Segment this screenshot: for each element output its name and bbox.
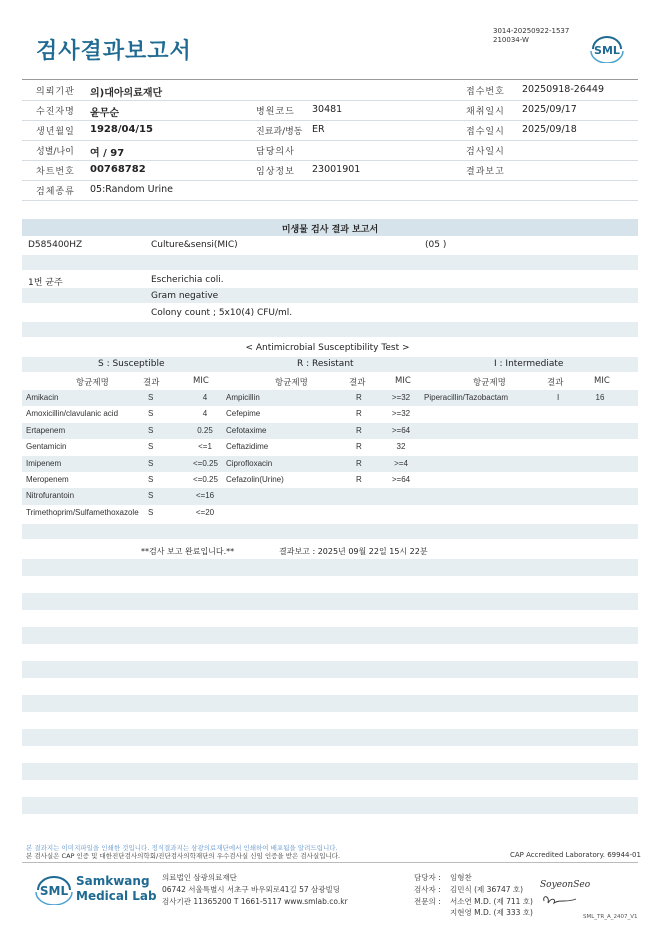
doctor-label: 담당의사 [256,147,295,157]
ast-1-drug: Imipenem [26,458,62,468]
empty-row-band [22,559,638,576]
dept-label: 진료과/병동 [256,127,303,137]
legend-susceptible: S : Susceptible [98,359,165,369]
ast-2-res: R [356,442,362,452]
organism-name: Escherichia coli. [151,275,224,285]
signature-2-icon [540,893,580,907]
ast-2-res: R [356,409,362,419]
col2-mic-head: MIC [395,376,411,386]
col1-mic-head: MIC [193,376,209,386]
ast-1-mic: 4 [202,393,208,402]
test-name: Culture&sensi(MIC) [151,240,238,250]
ast-2-mic: 32 [396,442,406,452]
ast-2-res: R [356,458,362,468]
collect-date-value: 2025/09/17 [522,104,577,115]
ast-2-res: R [356,425,362,435]
manager-label: 담당자 : [414,873,441,882]
chart-value: 00768782 [90,164,146,175]
specimen-label: 검체종류 [36,187,75,197]
header-row-5 [22,160,638,181]
req-org-label: 의뢰기관 [36,87,75,97]
ast-1-drug: Amoxicillin/clavulanic acid [26,409,119,419]
ast-3-drug: Piperacillin/Tazobactam [424,393,509,402]
document-code-line-2: 210034-W [493,36,529,44]
ast-1-drug: Amikacin [26,393,59,402]
document-code [493,27,569,45]
footer-rule [22,862,638,863]
ast-1-mic: <=20 [195,507,215,517]
ast-2-drug: Ceftazidime [226,442,269,452]
chart-label: 차트번호 [36,167,75,177]
dob-value: 1928/04/15 [90,124,153,135]
ast-1-drug: Trimethoprim/Sulfamethoxazole [26,507,139,517]
ast-2-drug: Ciprofloxacin [226,458,273,468]
brand-name-2: Medical Lab [76,889,157,903]
header-row-3 [22,120,638,141]
footer-sml-logo-icon [34,873,74,905]
ast-2-drug: Ampicillin [226,393,260,402]
org-address: 06742 서울특별시 서초구 바우뫼로41길 57 삼광빌딩 [162,885,341,894]
complete-message: **검사 보고 완료입니다.** [141,547,235,556]
brand-name-1: Samkwang [76,874,150,888]
ast-1-mic: 0.25 [197,425,213,435]
collect-date-label: 채취일시 [466,107,505,117]
tester-label: 검사자 : [414,885,441,894]
manager-name: 임형찬 [450,873,472,882]
ast-1-mic: <=0.25 [193,475,218,484]
report-label: 결과보고 [466,167,505,177]
ast-2-res: R [356,475,362,484]
col3-drug-head: 항균제명 [473,378,506,388]
expert-2: 지현영 M.D. (제 333 호) [450,908,533,917]
empty-row-band [22,763,638,780]
expert-label: 전문의 : [414,897,441,906]
legend-resistant: R : Resistant [297,359,354,369]
ast-1-res: S [148,393,154,402]
org-name: 의료법인 삼광의료재단 [162,873,237,882]
ast-1-drug: Nitrofurantoin [26,491,75,501]
sml-logo-icon [589,33,625,63]
ast-2-mic: >=32 [391,393,411,402]
ast-title: < Antimicrobial Susceptibility Test > [245,343,410,353]
legend-intermediate: I : Intermediate [494,359,564,369]
test-code: D585400HZ [28,240,83,250]
ast-1-drug: Meropenem [26,475,69,484]
ast-2-drug: Cefazolin(Urine) [226,475,284,484]
col2-result-head: 결과 [349,378,366,388]
hosp-code-value: 30481 [312,104,343,115]
recv-no-value: 20250918-26449 [522,84,605,95]
recv-no-label: 접수번호 [466,87,505,97]
ast-row-band [22,423,638,439]
req-org-value: 의)대아의료재단 [90,88,163,99]
ast-row-band [22,390,638,406]
organism-label: 1번 균주 [28,278,63,288]
ast-2-mic: >=4 [394,458,408,468]
sml-logo-text: SML [594,44,620,57]
col3-result-head: 결과 [547,378,564,388]
document-title: 검사결과보고서 [36,39,192,64]
hosp-code-label: 병원코드 [256,107,295,117]
band-2 [22,288,638,303]
cap-accreditation: CAP Accredited Laboratory. 69944-01 [510,851,641,859]
signature-1: SoyeonSeo [540,880,591,890]
col1-result-head: 결과 [143,378,160,388]
ast-1-drug: Ertapenem [26,425,66,435]
band-1 [22,255,638,270]
dob-label: 생년월일 [36,127,75,137]
ast-2-mic: >=64 [391,475,411,484]
ast-2-res: R [356,393,362,402]
header-row-2 [22,100,638,121]
micro-section-title: 미생물 검사 결과 보고서 [281,225,379,235]
empty-row-band [22,661,638,678]
clinical-value: 23001901 [312,164,361,175]
ast-1-drug: Gentamicin [26,442,67,452]
ast-1-res: S [148,507,154,517]
report-time: 결과보고 : 2025년 09월 22일 15시 22분 [279,547,428,556]
tester-name: 김민식 (제 36747 호) [450,885,524,894]
test-date-label: 검사일시 [466,147,505,157]
test-code-2: (05 ) [425,240,447,250]
sexage-label: 성별/나이 [36,147,74,157]
footer-note-1: 본 결과지는 이미지파일을 인쇄한 것입니다. 정식결과지는 삼광의료재단에서 인쇄하여 배포됨을 알려드립니다. [26,844,338,852]
recv-date-label: 접수일시 [466,127,505,137]
header-row-1 [22,80,638,101]
ast-1-res: S [148,458,154,468]
ast-3-res: I [557,393,560,402]
document-code-line-1: 3014-20250922-1537 [493,27,570,35]
footer-logo-text: SML [39,884,69,898]
ast-1-mic: <=1 [198,442,212,452]
col1-drug-head: 항균제명 [76,378,109,388]
band-after-ast [22,524,638,539]
header-row-4 [22,140,638,161]
ast-1-res: S [148,425,154,435]
clinical-label: 임상정보 [256,167,295,177]
footer-note-2: 본 검사실은 CAP 인증 및 대한진단검사의학회/진단검사의학재단의 우수검사실 신임 인증을 받은 검사실입니다. [26,852,341,860]
empty-row-band [22,627,638,644]
ast-1-mic: <=0.25 [193,458,218,468]
col2-drug-head: 항균제명 [275,378,308,388]
ast-row-band [22,488,638,504]
ast-2-mic: >=32 [391,409,411,419]
col3-mic-head: MIC [594,376,610,386]
ast-1-res: S [148,475,154,484]
ast-1-res: S [148,409,154,419]
ast-1-mic: <=16 [195,491,215,501]
specimen-value: 05:Random Urine [90,184,174,195]
expert-1: 서소연 M.D. (제 711 호) [450,897,533,906]
ast-1-res: S [148,491,154,501]
header-row-6 [22,180,638,201]
dept-value: ER [312,124,325,135]
ast-1-mic: 4 [202,409,208,419]
micro-section-header [22,219,638,236]
sexage-value: 여 / 97 [90,148,125,159]
empty-row-band [22,729,638,746]
empty-row-band [22,797,638,814]
subject-label: 수진자명 [36,107,75,117]
gram-stain: Gram negative [151,291,219,301]
ast-1-res: S [148,442,154,452]
recv-date-value: 2025/09/18 [522,124,577,135]
form-code: SML_TR_A_2407_V1 [583,914,638,920]
ast-3-mic: 16 [595,393,605,402]
ast-2-drug: Cefotaxime [226,425,267,435]
colony-count: Colony count ; 5x10(4) CFU/ml. [151,308,293,318]
ast-row-band [22,456,638,472]
ast-2-mic: >=64 [391,425,411,435]
subject-value: 윤무순 [90,108,119,119]
org-contact: 검사기관 11365200 T 1661-5117 www.smlab.co.kr [162,897,348,906]
band-3 [22,322,638,337]
empty-row-band [22,695,638,712]
ast-2-drug: Cefepime [226,409,261,419]
empty-row-band [22,593,638,610]
